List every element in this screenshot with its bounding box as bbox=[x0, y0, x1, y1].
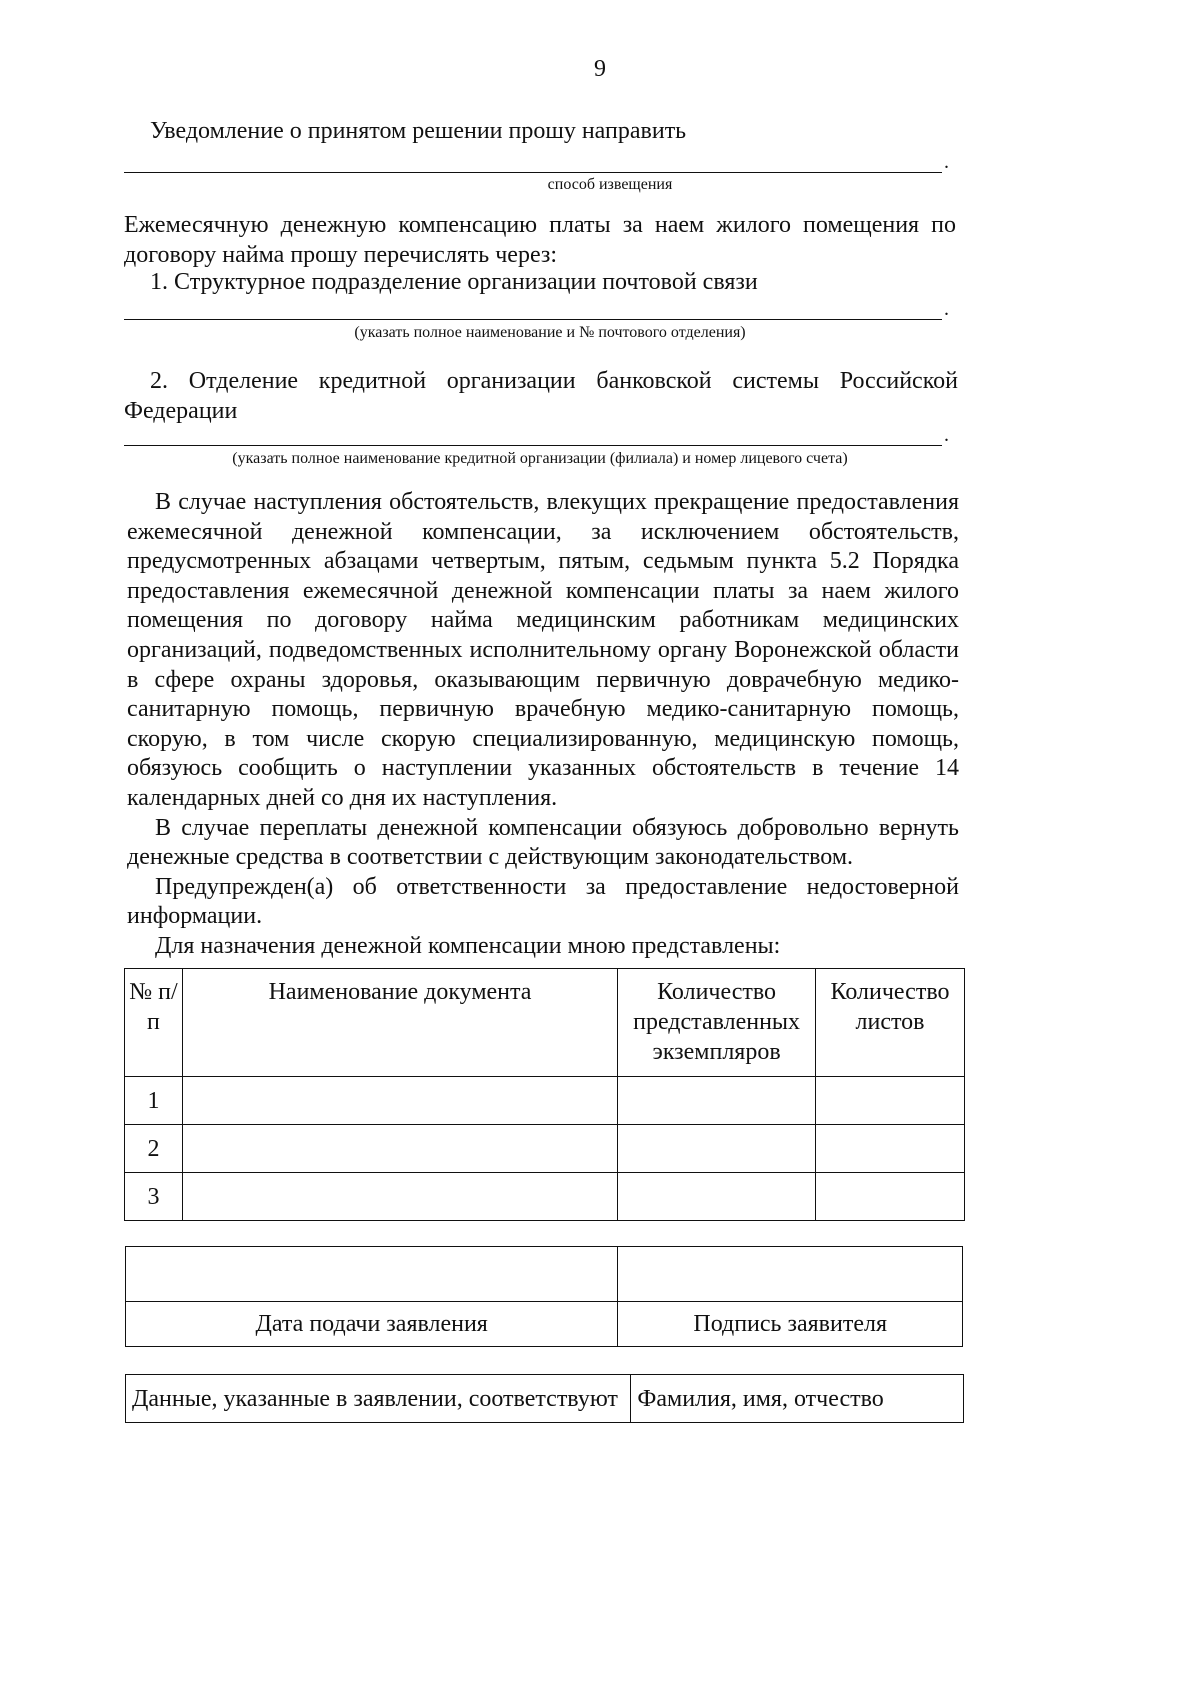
date-label: Дата подачи заявления bbox=[126, 1302, 618, 1347]
sheets-cell[interactable] bbox=[816, 1173, 965, 1221]
option-bank-caption: (указать полное наименование кредитной организации (филиала) и номер лицевого счета) bbox=[232, 450, 848, 467]
signature-label: Подпись заявителя bbox=[618, 1302, 963, 1347]
table-row bbox=[125, 1077, 965, 1125]
obligation-paragraph-2: В случае переплаты денежной компенсации обязуюсь добровольно вернуть денежные средства в соответствии с действующим законодательством. bbox=[127, 814, 959, 871]
full-name-label: Фамилия, имя, отчество bbox=[631, 1375, 964, 1423]
table-row bbox=[125, 1125, 965, 1173]
row-number: 2 bbox=[125, 1125, 183, 1173]
verification-label: Данные, указанные в заявлении, соответствуют bbox=[126, 1375, 631, 1423]
option-post-line[interactable] bbox=[124, 319, 942, 320]
copies-cell[interactable] bbox=[618, 1173, 816, 1221]
payment-intro-line2: договору найма прошу перечислять через: bbox=[124, 242, 558, 268]
sheets-cell[interactable] bbox=[816, 1077, 965, 1125]
notification-caption: способ извещения bbox=[547, 176, 673, 193]
obligations-text bbox=[127, 488, 959, 962]
option-bank-line[interactable] bbox=[124, 445, 942, 446]
row-number: 3 bbox=[125, 1173, 183, 1221]
option-post-end-mark: . bbox=[944, 298, 949, 320]
row-number: 1 bbox=[125, 1077, 183, 1125]
signature-input-cell[interactable] bbox=[618, 1247, 963, 1302]
notification-end-mark: . bbox=[944, 151, 949, 173]
sheets-cell[interactable] bbox=[816, 1125, 965, 1173]
copies-cell[interactable] bbox=[618, 1077, 816, 1125]
signature-table bbox=[125, 1246, 963, 1347]
option-post-caption: (указать полное наименование и № почтового отделения) bbox=[354, 324, 746, 341]
document-name-cell[interactable] bbox=[182, 1173, 617, 1221]
option-post-label: 1. Структурное подразделение организации почтовой связи bbox=[150, 269, 758, 295]
header-number: № п/п bbox=[125, 969, 183, 1077]
payment-intro-line1: Ежемесячную денежную компенсацию платы за наем жилого помещения по bbox=[124, 212, 956, 238]
documents-table bbox=[124, 968, 965, 1221]
header-document-name: Наименование документа bbox=[182, 969, 617, 1077]
obligation-paragraph-3: Предупрежден(а) об ответственности за предоставление недостоверной информации. bbox=[127, 873, 959, 930]
option-bank-line2: Федерации bbox=[124, 398, 238, 424]
page-number: 9 bbox=[594, 56, 606, 82]
date-input-cell[interactable] bbox=[126, 1247, 618, 1302]
copies-cell[interactable] bbox=[618, 1125, 816, 1173]
document-name-cell[interactable] bbox=[182, 1125, 617, 1173]
verification-table bbox=[125, 1374, 964, 1423]
notification-label: Уведомление о принятом решении прошу направить bbox=[150, 118, 687, 144]
option-bank-line1: 2. Отделение кредитной организации банковской системы Российской bbox=[150, 368, 958, 394]
header-sheets: Количество листов bbox=[816, 969, 965, 1077]
header-copies: Количество представленных экземпляров bbox=[618, 969, 816, 1077]
documents-table-header bbox=[125, 969, 965, 1077]
option-bank-end-mark: . bbox=[944, 424, 949, 446]
obligation-paragraph-1: В случае наступления обстоятельств, влекущих прекращение предоставления ежемесячной денежной компенсации, за исключением обстоятельств, предусмотренных абзацами четвертым, пятым, седьмым пункта 5.2 Порядка предоставления ежемесячной денежной компенсации платы за наем жилого помещения по договору найма медицинским работникам медицинских организаций, подведомственных исполнительному органу Воронежской области в сфере охраны здоровья, оказывающим первичную доврачебную медико-санитарную помощь, первичную врачебную медико-санитарную помощь, скорую, в том числе скорую специализированную, медицинскую помощь, обязуюсь сообщить о наступлении указанных обстоятельств в течение 14 календарных дней со дня их наступления. bbox=[127, 489, 959, 811]
obligation-paragraph-4: Для назначения денежной компенсации мною представлены: bbox=[155, 932, 781, 959]
notification-method-line[interactable] bbox=[124, 172, 942, 173]
document-name-cell[interactable] bbox=[182, 1077, 617, 1125]
table-row bbox=[125, 1173, 965, 1221]
